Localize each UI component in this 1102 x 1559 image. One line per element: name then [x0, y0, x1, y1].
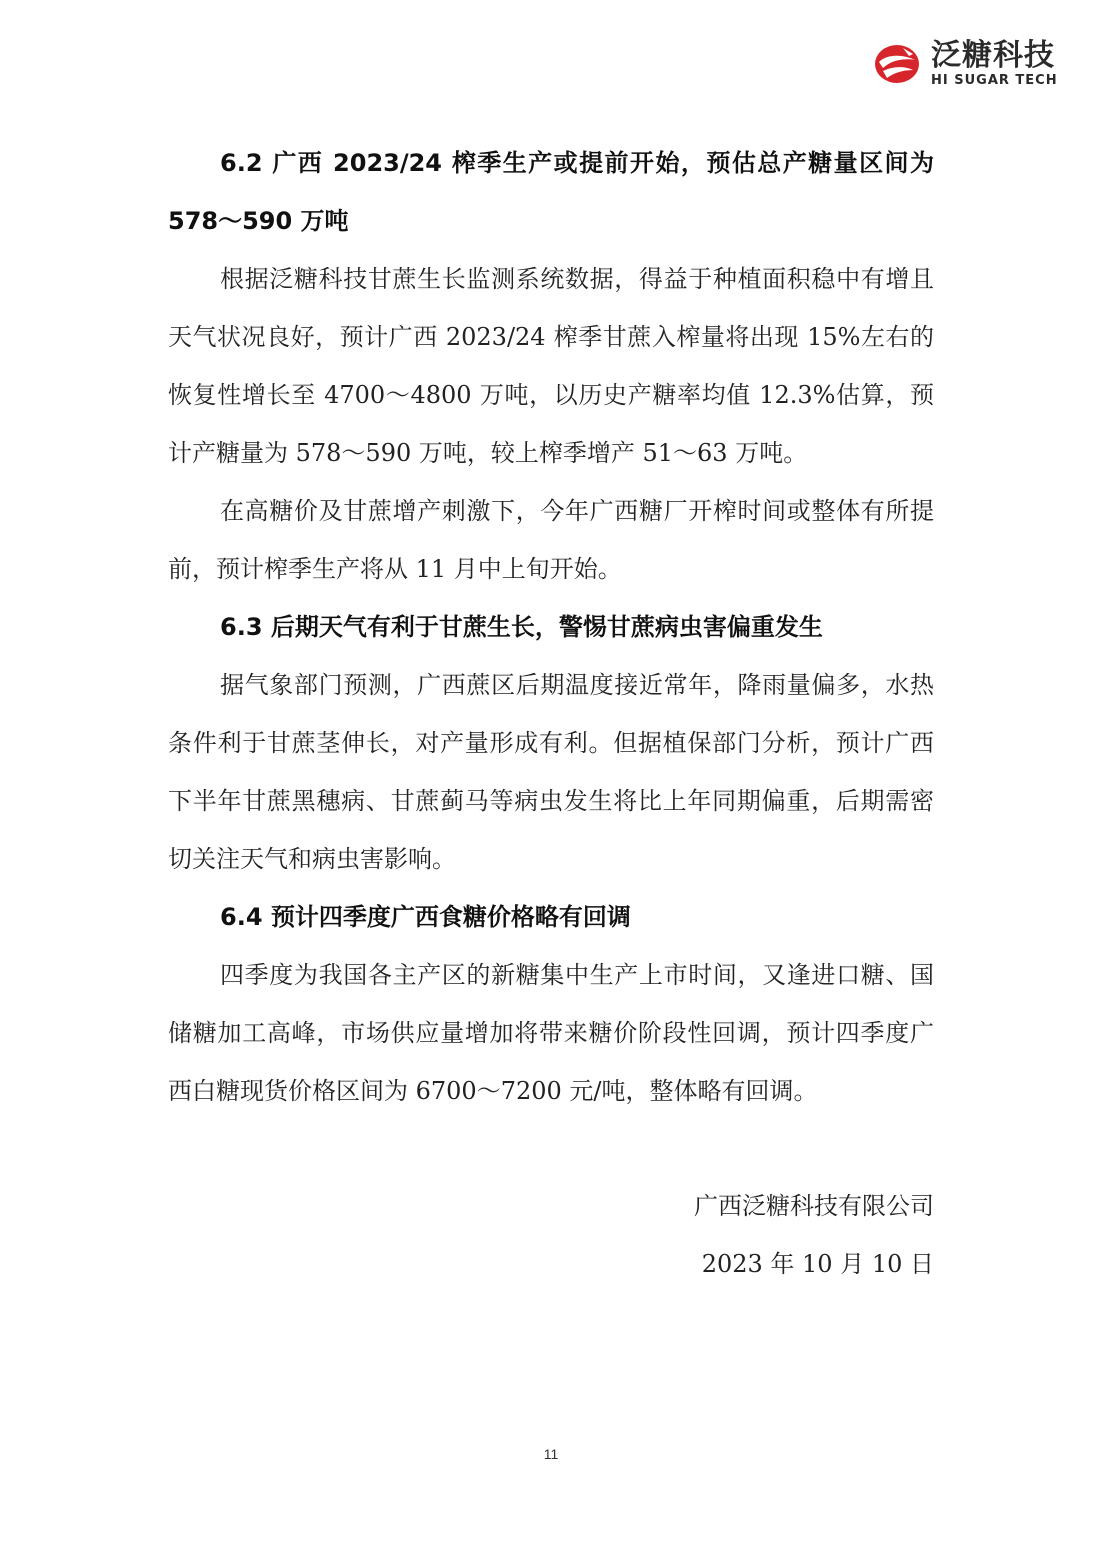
logo-english-name: HI SUGAR TECH — [931, 73, 1058, 88]
section-6-2 — [168, 134, 934, 598]
paragraph: 据气象部门预测，广西蔗区后期温度接近常年，降雨量偏多，水热条件利于甘蔗茎伸长，对产量形成有利。但据植保部门分析，预计广西下半年甘蔗黑穗病、甘蔗蓟马等病虫发生将比上年同期偏重，后期需密切关注天气和病虫害影响。 — [168, 671, 934, 873]
company-name: 广西泛糖科技有限公司 — [694, 1192, 934, 1220]
section-6-4 — [168, 888, 934, 1120]
document-body — [168, 134, 934, 1120]
company-logo — [873, 40, 1073, 92]
paragraph: 四季度为我国各主产区的新糖集中生产上市时间，又逢进口糖、国储糖加工高峰，市场供应量增加将带来糖价阶段性回调，预计四季度广西白糖现货价格区间为 6700～7200 元/吨，整体略有回调。 — [168, 961, 934, 1105]
section-heading: 6.3 后期天气有利于甘蔗生长，警惕甘蔗病虫害偏重发生 — [220, 613, 823, 641]
signature-date: 2023 年 10 月 10 日 — [701, 1250, 934, 1278]
hi-sugar-logo-icon — [873, 40, 921, 88]
logo-chinese-name: 泛糖科技 — [931, 38, 1055, 73]
signature-block — [694, 1177, 934, 1293]
section-6-3 — [168, 598, 934, 888]
paragraph: 在高糖价及甘蔗增产刺激下，今年广西糖厂开榨时间或整体有所提前，预计榨季生产将从 11 月中上旬开始。 — [168, 497, 934, 583]
page-number: 11 — [543, 1446, 559, 1462]
section-heading: 6.4 预计四季度广西食糖价格略有回调 — [220, 903, 631, 931]
section-heading: 6.2 广西 2023/24 榨季生产或提前开始，预估总产糖量区间为578～590 万吨 — [168, 149, 934, 235]
paragraph: 根据泛糖科技甘蔗生长监测系统数据，得益于种植面积稳中有增且天气状况良好，预计广西 2023/24 榨季甘蔗入榨量将出现 15%左右的恢复性增长至 4700～4800 万吨，以历史产糖率均值 12.3%估算，预计产糖量为 578～590 万吨，较上榨季增产 51～63 万吨。 — [168, 265, 934, 467]
